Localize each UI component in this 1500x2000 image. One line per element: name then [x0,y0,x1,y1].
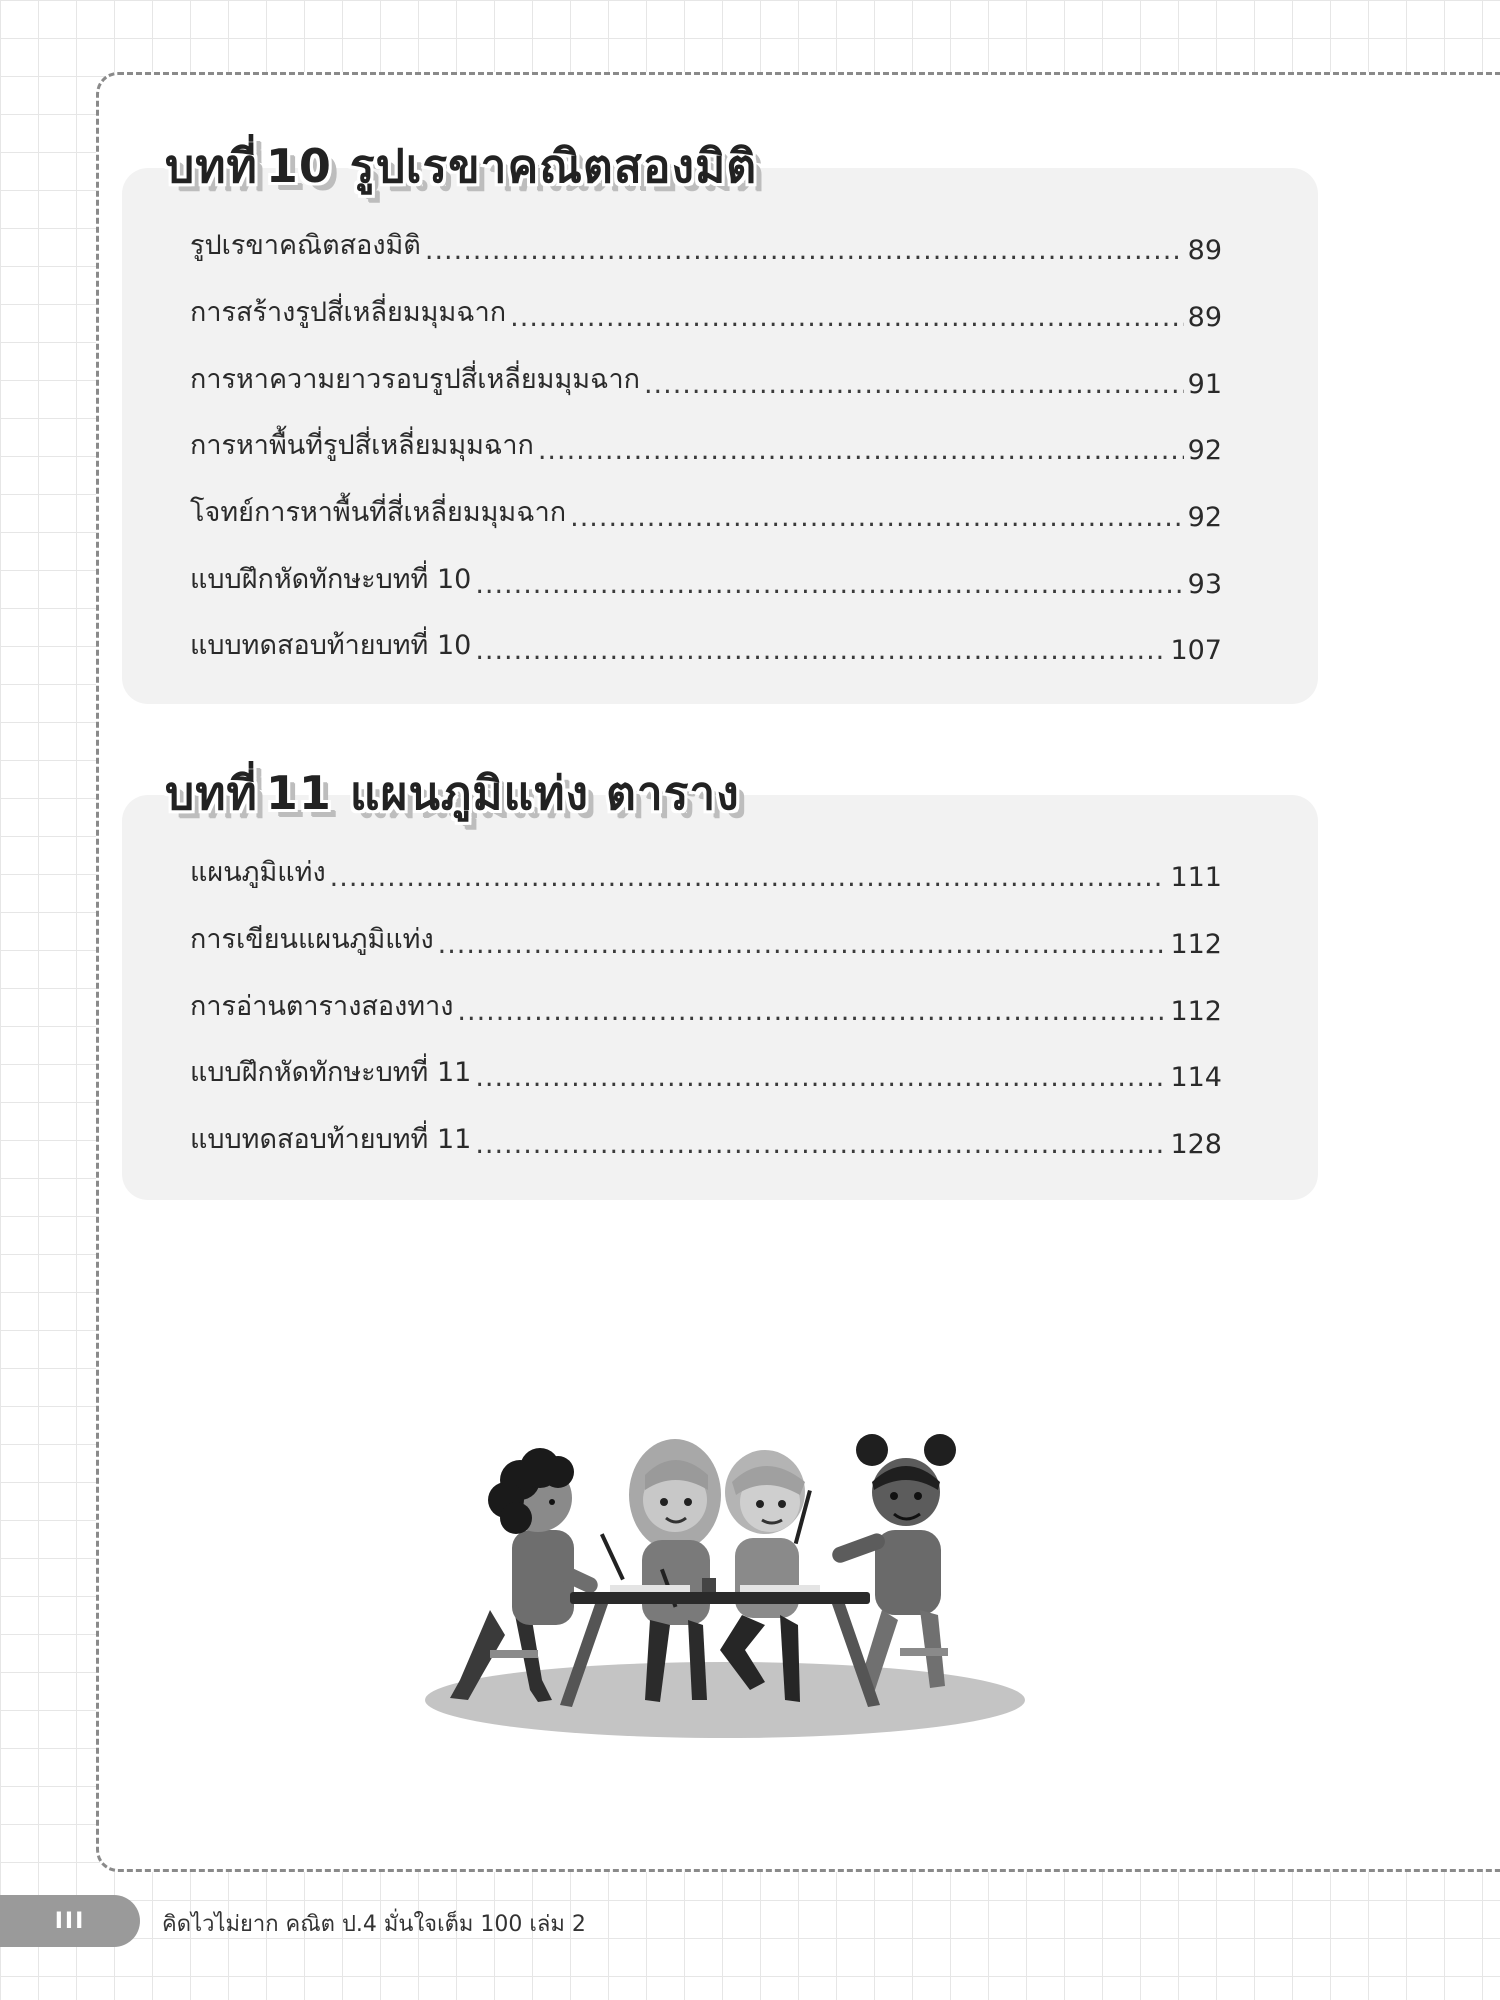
toc-page-number: 89 [1187,235,1222,266]
toc-page-number: 111 [1170,862,1222,893]
chapter-10-name: รูปเรขาคณิตสองมิติ [349,139,758,193]
toc-page-number: 92 [1187,435,1222,466]
toc-page-number: 107 [1170,635,1222,666]
toc-item-label: การหาความยาวรอบรูปสี่เหลี่ยมมุมฉาก [190,364,640,395]
toc-item-label: การอ่านตารางสองทาง [190,991,454,1022]
toc-leader-dots [510,302,1183,333]
chapter-10-prefix: บทที่ [165,139,258,193]
toc-row[interactable] [190,914,1222,960]
toc-item-label: รูปเรขาคณิตสองมิติ [190,230,421,261]
toc-item-label: แบบทดสอบท้ายบทที่ 11 [190,1124,472,1155]
toc-page-number: 128 [1170,1129,1222,1160]
toc-leader-dots [644,369,1184,400]
toc-leader-dots [475,1062,1166,1093]
toc-row[interactable] [190,354,1222,400]
footer-page-number: III [0,1895,140,1947]
toc-leader-dots [475,635,1166,666]
chapter-11-toc-box [122,795,1318,1200]
toc-leader-dots [330,862,1167,893]
toc-leader-dots [475,1129,1166,1160]
toc-row[interactable] [190,220,1222,266]
toc-row[interactable] [190,287,1222,333]
chapter-11-title [165,757,740,830]
child-curly-hair [450,1448,625,1702]
toc-item-label: การสร้างรูปสี่เหลี่ยมมุมฉาก [190,297,507,328]
toc-leader-dots [475,569,1183,600]
toc-item-label: การหาพื้นที่รูปสี่เหลี่ยมมุมฉาก [190,430,534,461]
toc-item-label: แบบทดสอบท้ายบทที่ 10 [190,630,472,661]
chapter-10-number: 10 [265,139,332,193]
toc-page-number: 91 [1187,369,1222,400]
toc-page-number: 114 [1170,1062,1222,1093]
chapter-11-number: 11 [265,766,332,820]
toc-item-label: โจทย์การหาพื้นที่สี่เหลี่ยมมุมฉาก [190,497,567,528]
toc-page-number: 93 [1187,569,1222,600]
toc-row[interactable] [190,1114,1222,1160]
toc-leader-dots [425,235,1184,266]
chapter-10-toc-box [122,168,1318,704]
toc-page-number: 89 [1187,302,1222,333]
chapter-11-prefix: บทที่ [165,766,258,820]
toc-row[interactable] [190,847,1222,893]
toc-page-number: 112 [1170,929,1222,960]
toc-page-number: 112 [1170,996,1222,1027]
toc-leader-dots [538,435,1184,466]
toc-row[interactable] [190,1047,1222,1093]
toc-row[interactable] [190,981,1222,1027]
toc-item-label: แบบฝึกหัดทักษะบทที่ 11 [190,1057,472,1088]
toc-item-label: แบบฝึกหัดทักษะบทที่ 10 [190,564,472,595]
toc-item-label: การเขียนแผนภูมิแท่ง [190,924,434,955]
toc-leader-dots [438,929,1167,960]
toc-row[interactable] [190,554,1222,600]
chapter-10-title [165,130,757,203]
toc-page-number: 92 [1187,502,1222,533]
children-studying-illustration [420,1420,1030,1740]
toc-row[interactable] [190,487,1222,533]
toc-row[interactable] [190,420,1222,466]
toc-leader-dots [457,996,1166,1027]
footer-book-title: คิดไวไม่ยาก คณิต ป.4 มั่นใจเต็ม 100 เล่ม 2 [162,1912,586,1937]
toc-row[interactable] [190,620,1222,666]
toc-leader-dots [570,502,1184,533]
toc-item-label: แผนภูมิแท่ง [190,857,326,888]
chapter-11-name: แผนภูมิแท่ง ตาราง [349,766,740,820]
